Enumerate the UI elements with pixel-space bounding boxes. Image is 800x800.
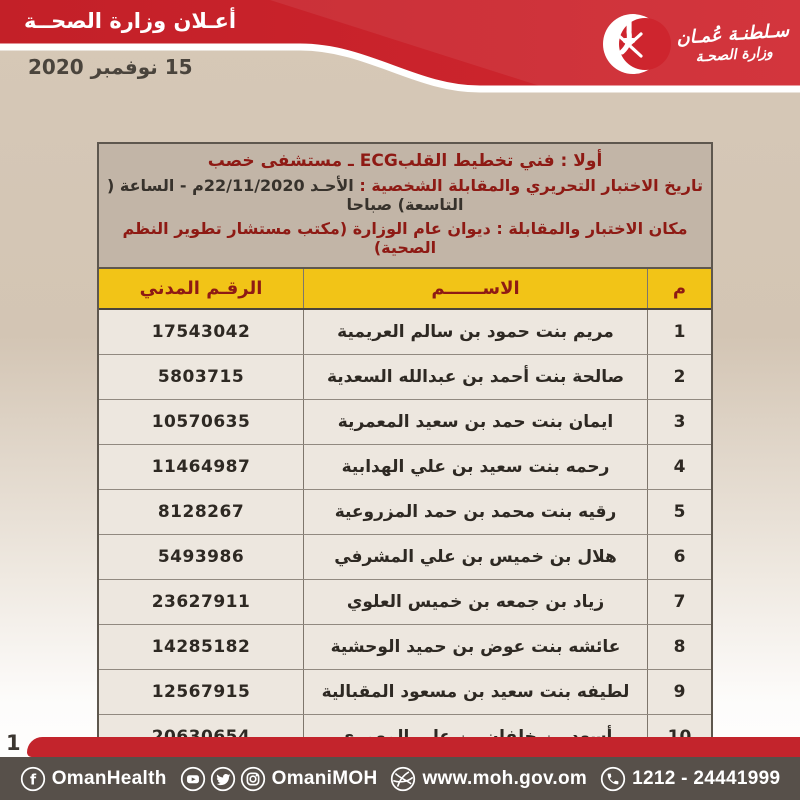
row-index: 4 xyxy=(647,445,711,489)
youtube-icon[interactable] xyxy=(180,766,206,792)
notice-header xyxy=(99,144,711,269)
location-value: ديوان عام الوزارة (مكتب مستشار تطوير النظم الصحية) xyxy=(122,219,491,257)
logo-ministry: وزارة الصحـة xyxy=(695,43,774,66)
table-row xyxy=(99,490,711,535)
phone-icon[interactable] xyxy=(600,766,626,792)
table-row xyxy=(99,400,711,445)
row-index: 8 xyxy=(647,625,711,669)
page-number: 1 xyxy=(6,731,21,755)
svg-text:f: f xyxy=(29,771,36,788)
exam-date-value: الأحـد 22/11/2020م - الساعة ( التاسعة) صباحا xyxy=(107,176,464,214)
row-civil-id: 5803715 xyxy=(157,367,245,387)
social-handle[interactable]: OmaniMOH xyxy=(271,767,378,789)
col-header-civil-id: الرقـم المدني xyxy=(139,278,263,299)
instagram-icon[interactable] xyxy=(240,766,266,792)
row-index: 6 xyxy=(647,535,711,579)
row-civil-id: 17543042 xyxy=(151,322,251,342)
row-name: صالحة بنت أحمد بن عبدالله السعدية xyxy=(303,355,647,399)
table-row xyxy=(99,580,711,625)
row-civil-id: 11464987 xyxy=(151,457,251,477)
row-name: عائشه بنت عوض بن حميد الوحشية xyxy=(303,625,647,669)
facebook-group[interactable] xyxy=(20,766,167,792)
exam-date-label: تاريخ الاختبار التحريري والمقابلة الشخصية : xyxy=(353,176,703,195)
col-header-name: الاســــــم xyxy=(303,269,647,308)
table-row xyxy=(99,355,711,400)
table-row xyxy=(99,445,711,490)
row-name: لطيفه بنت سعيد بن مسعود المقبالية xyxy=(303,670,647,714)
table-row xyxy=(99,310,711,355)
footer-bar xyxy=(0,757,800,800)
row-name: ايمان بنت حمد بن سعيد المعمرية xyxy=(303,400,647,444)
row-index: 3 xyxy=(647,400,711,444)
row-civil-id: 12567915 xyxy=(151,682,251,702)
row-name: زياد بن جمعه بن خميس العلوي xyxy=(303,580,647,624)
facebook-icon[interactable] xyxy=(20,766,46,792)
notice-position-line: أولا : فني تخطيط القلبECG ـ مستشفى خصب xyxy=(207,151,603,171)
website-group[interactable] xyxy=(390,766,587,792)
row-index: 9 xyxy=(647,670,711,714)
table-row xyxy=(99,535,711,580)
footer-red-strip xyxy=(27,737,800,757)
social-group[interactable] xyxy=(180,766,378,792)
row-civil-id: 14285182 xyxy=(151,637,251,657)
row-index: 7 xyxy=(647,580,711,624)
table-row xyxy=(99,625,711,670)
row-civil-id: 23627911 xyxy=(151,592,251,612)
table-row xyxy=(99,670,711,715)
announcement-date: 15 نوفمبر 2020 xyxy=(28,55,193,79)
phone-number[interactable]: 1212 - 24441999 xyxy=(632,767,781,789)
col-header-index: م xyxy=(647,269,711,308)
notice-location-line xyxy=(105,219,705,257)
facebook-handle[interactable]: OmanHealth xyxy=(51,767,167,789)
row-name: رقيه بنت محمد بن حمد المزروعية xyxy=(303,490,647,534)
row-civil-id: 10570635 xyxy=(151,412,251,432)
logo-country: سـلطنـة عُمـان xyxy=(675,20,790,49)
globe-icon[interactable] xyxy=(390,766,416,792)
row-civil-id: 5493986 xyxy=(157,547,245,567)
row-civil-id: 8128267 xyxy=(157,502,245,522)
row-name: رحمه بنت سعيد بن علي الهدابية xyxy=(303,445,647,489)
vacancy-notice-box xyxy=(97,142,713,761)
row-name: مريم بنت حمود بن سالم العريمية xyxy=(303,310,647,354)
location-label: مكان الاختبار والمقابلة : xyxy=(490,219,688,238)
table-header-row xyxy=(99,269,711,310)
logo-calligraphy xyxy=(676,20,791,68)
website-url[interactable]: www.moh.gov.om xyxy=(422,767,588,789)
moh-logo xyxy=(599,8,790,80)
notice-exam-date-line xyxy=(105,176,705,214)
row-index: 2 xyxy=(647,355,711,399)
row-name: هلال بن خميس بن علي المشرفي xyxy=(303,535,647,579)
row-index: 1 xyxy=(647,310,711,354)
announcement-title: أعـلان وزارة الصحــة xyxy=(24,9,237,33)
row-index: 5 xyxy=(647,490,711,534)
oman-emblem-icon xyxy=(599,8,671,80)
twitter-icon[interactable] xyxy=(210,766,236,792)
phone-group[interactable] xyxy=(600,766,780,792)
